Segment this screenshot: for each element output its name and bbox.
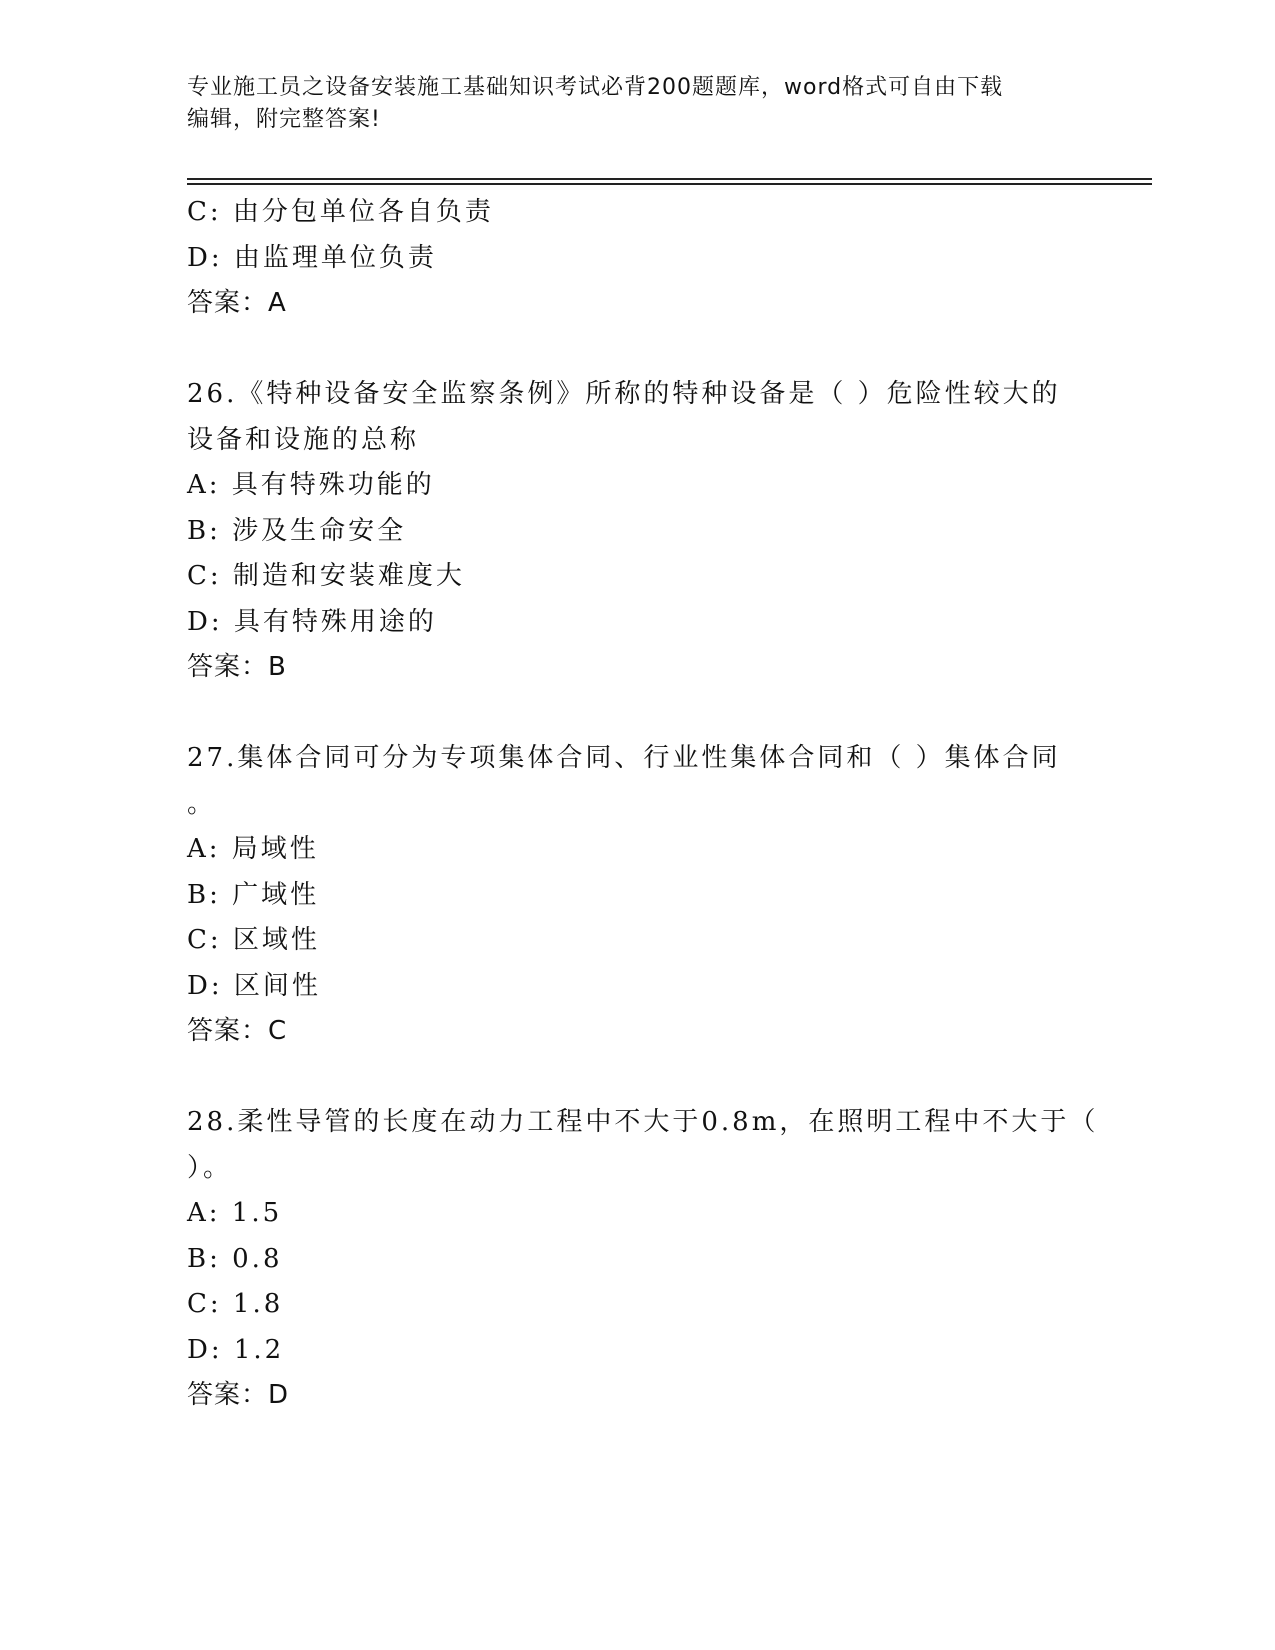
prev-question-tail (187, 190, 1087, 327)
option-b: B: 涉及生命安全 (187, 515, 407, 546)
question-stem-line-1: 27.集体合同可分为专项集体合同、行业性集体合同和（ ）集体合同 (187, 743, 1061, 773)
question-content (187, 190, 1099, 1419)
option-d: D: 具有特殊用途的 (187, 606, 437, 637)
question-stem-line-2: 设备和设施的总称 (187, 424, 420, 455)
option-c: C: 制造和安装难度大 (187, 561, 465, 591)
question-27 (187, 736, 1087, 1055)
header-divider-top (187, 178, 1152, 180)
option-b: B: 0.8 (187, 1243, 283, 1274)
question-stem-line-1: 26.《特种设备安全监察条例》所称的特种设备是（ ）危险性较大的 (187, 379, 1061, 409)
option-a: A: 1.5 (187, 1198, 283, 1228)
option-c: C: 由分包单位各自负责 (187, 197, 494, 227)
option-d: D: 由监理单位负责 (187, 242, 437, 273)
question-26 (187, 372, 1087, 691)
spacer (187, 327, 1087, 373)
answer-line: 答案：C (187, 1016, 288, 1046)
header-title-line-1: 专业施工员之设备安装施工基础知识考试必背200题题库，word格式可自由下载 (187, 75, 1004, 100)
answer-line: 答案：A (187, 288, 287, 318)
question-stem-line-1: 28.柔性导管的长度在动力工程中不大于0.8m，在照明工程中不大于（ (187, 1107, 1099, 1137)
option-a: A: 局域性 (187, 834, 319, 864)
answer-line: 答案：B (187, 652, 287, 682)
option-b: B: 广域性 (187, 879, 320, 910)
option-c: C: 1.8 (187, 1289, 284, 1319)
option-c: C: 区域性 (187, 925, 320, 955)
question-stem-line-2: 。 (187, 788, 217, 819)
spacer (187, 1055, 1087, 1101)
option-a: A: 具有特殊功能的 (187, 470, 435, 500)
answer-line: 答案：D (187, 1380, 290, 1410)
header-divider-bottom (187, 183, 1152, 185)
header-title-line-2: 编辑，附完整答案! (187, 107, 381, 132)
option-d: D: 1.2 (187, 1334, 285, 1365)
document-header (187, 72, 1087, 136)
question-stem-line-2: ）。 (187, 1152, 233, 1183)
spacer (187, 691, 1087, 737)
question-28 (187, 1100, 1099, 1419)
option-d: D: 区间性 (187, 970, 321, 1001)
